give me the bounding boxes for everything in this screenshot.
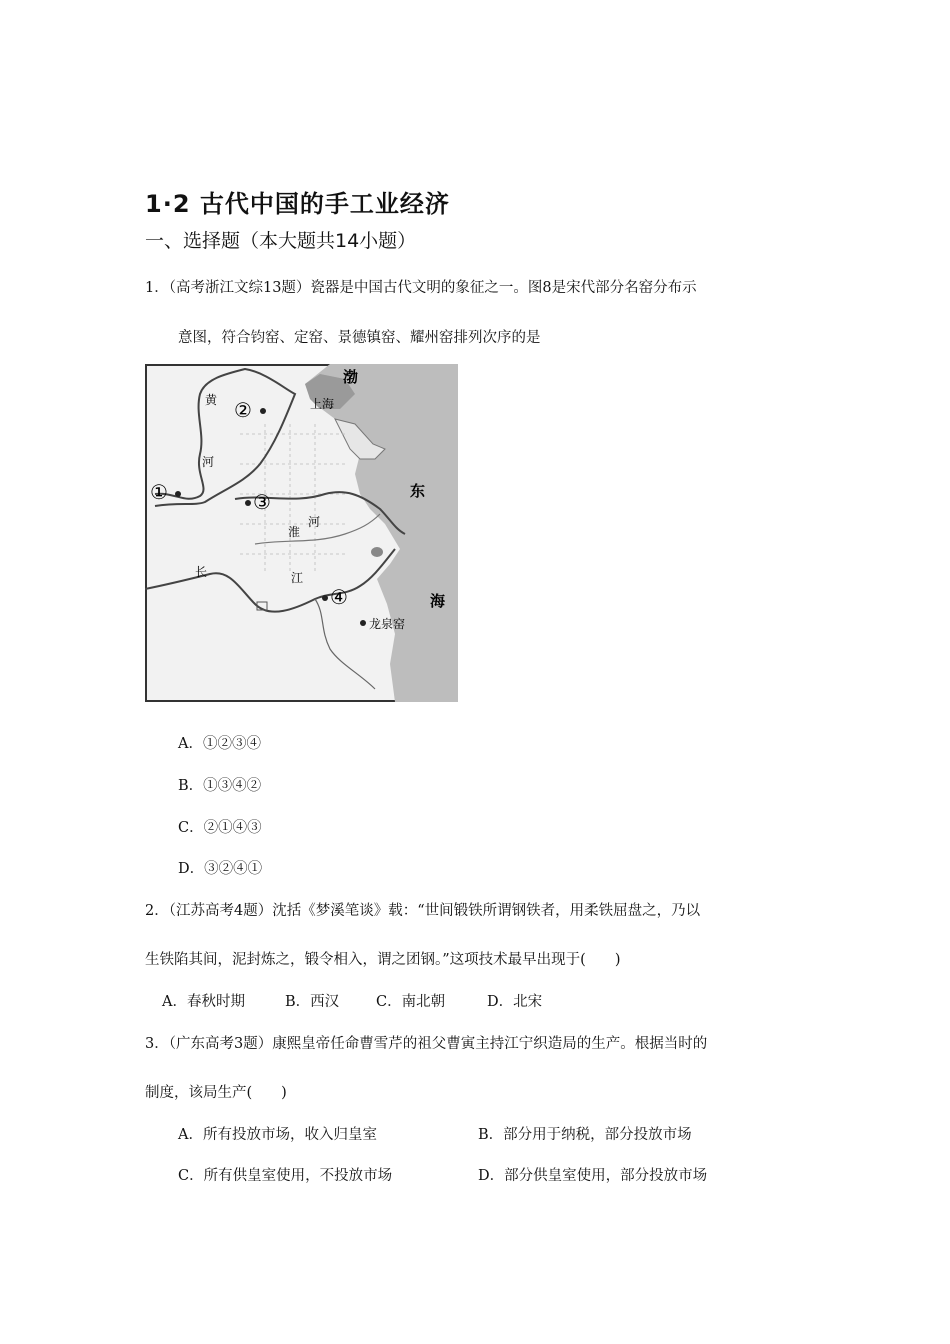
map-marker-4: ④ [330,585,348,609]
map-label-jiang: 江 [291,571,304,585]
q3-option-a: A．所有投放市场，收入归皇室 [178,1127,377,1143]
map-label-huang: 黄 [205,393,218,407]
q1-option-c: C．②①④③ [178,820,262,836]
q3-stem-line1: 3．（广东高考3题）康熙皇帝任命曹雪芹的祖父曹寅主持江宁织造局的生产。根据当时的 [145,1036,708,1052]
q1-option-d: D．③②④① [178,861,263,877]
q1-stem-line1: 1．（高考浙江文综13题）瓷器是中国古代文明的象征之一。图8是宋代部分名窑分布示 [145,280,697,296]
section-heading: 一、选择题（本大题共14小题） [145,230,417,252]
map-label-hai: 海 [430,592,446,610]
map-label-huai: 淮 [288,525,301,539]
map-label-huai-he: 河 [308,515,321,529]
q2-option-a: A．春秋时期 [162,994,245,1010]
q2-option-b: B．西汉 [285,994,340,1010]
map-marker-3: ③ [253,490,271,514]
map-label-shanghai: 上海 [310,397,335,411]
map-label-chang: 长 [195,565,208,579]
document-title: 1·2 古代中国的手工业经济 [145,190,450,218]
map-label-longquan: 龙泉窑 [369,617,406,631]
q3-option-d: D．部分供皇室使用，部分投放市场 [478,1168,708,1184]
map-marker-1: ① [150,480,168,504]
map-label-he: 河 [202,455,215,469]
q2-stem-line2: 生铁陷其间，泥封炼之，锻令相入，谓之团钢。”这项技术最早出现于( ) [145,952,621,968]
map-label-bohai: 渤 [343,368,359,386]
q1-option-b: B．①③④② [178,778,262,794]
q3-option-c: C．所有供皇室使用，不投放市场 [178,1168,393,1184]
q2-option-d: D．北宋 [487,994,543,1010]
q2-option-c: C．南北朝 [376,994,446,1010]
q3-option-b: B．部分用于纳税，部分投放市场 [478,1127,692,1143]
q1-stem-line2: 意图，符合钧窑、定窑、景德镇窑、耀州窑排列次序的是 [178,330,541,346]
map-marker-2: ② [234,398,252,422]
q2-stem-line1: 2．（江苏高考4题）沈括《梦溪笔谈》载：“世间锻铁所谓钢铁者，用柔铁屈盘之，乃以 [145,903,701,919]
kiln-distribution-map [145,364,458,702]
map-label-dong: 东 [410,482,426,500]
q1-option-a: A．①②③④ [178,736,261,752]
q3-stem-line2: 制度，该局生产( ) [145,1085,287,1101]
